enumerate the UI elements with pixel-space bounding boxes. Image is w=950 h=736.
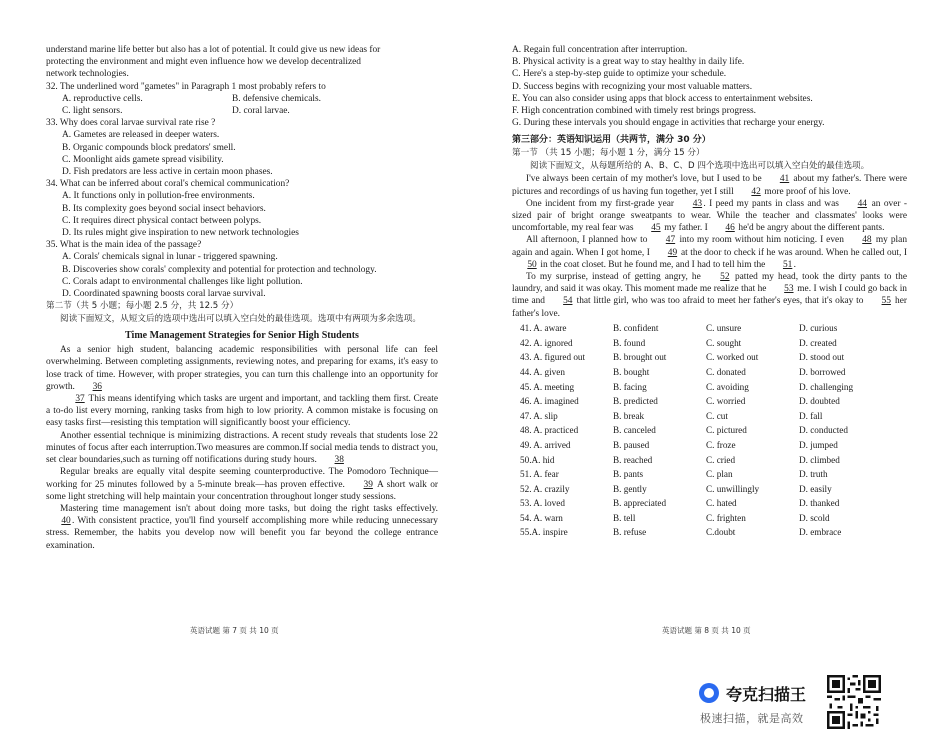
- cloze-text: me. I wish I could go back in time and: [512, 284, 907, 307]
- cloze-text: an over - sized pair of bright orange sweatpants to wear. While the teacher and classmates' looks were uncomfortable, my real fear was: [512, 198, 907, 234]
- question-option: C. Corals adapt to environmental challenges like light pollution.: [62, 276, 303, 287]
- cloze-text: . I peed my pants in class and was: [703, 198, 843, 209]
- cloze-paragraph-3: [512, 234, 907, 271]
- choice-cell: C. worked out: [706, 352, 759, 363]
- option-row: [46, 105, 438, 117]
- question-stem: 32. The underlined word "gametes" in Paragraph 1 most probably refers to: [46, 81, 326, 92]
- cloze-text: in the coat closet. But he found me, and I had to tell him the: [538, 259, 768, 270]
- passage-paragraph-4: Regular breaks are equally vital despite seeming counterproductive. The Pomodoro Technique—working for 25 minutes followed by a 5-minute break—has proven effective. 39 A short walk or some light stretching will help maintain your concentration throughout longer study sessions.: [46, 467, 439, 502]
- choice-cell: 46. A. imagined: [520, 396, 579, 407]
- choice-cell: C. plan: [706, 469, 733, 480]
- choice-cell: D. fall: [799, 410, 823, 421]
- section2-instruction: 阅读下面短文，从短文后的选项中选出可以填入空白处的最佳选项。选项中有两项为多余选项。: [60, 314, 421, 325]
- choice-cell: C. cried: [706, 454, 736, 465]
- section2-heading: 第二节（共 5 小题；每小题 2.5 分，共 12.5 分）: [46, 301, 239, 312]
- blank-52: 52: [720, 272, 730, 283]
- choice-cell: D. borrowed: [799, 366, 846, 377]
- choice-cell: 53. A. loved: [520, 498, 565, 509]
- choice-cell: B. reached: [613, 454, 653, 465]
- blank-39: 39: [363, 479, 373, 490]
- option-item: B. Physical activity is a great way to stay healthy in daily life.: [512, 57, 745, 68]
- cloze-text: at the door to check if he was around. When he called out, I: [678, 247, 907, 258]
- option-item: G. During these intervals you should engage in activities that recharge your energy.: [512, 118, 825, 129]
- passage-paragraph-1: As a senior high student, balancing academic responsibilities with personal life can feel overwhelming. Between completing assignments, reviewing notes, and preparing for exams, it's easy to lose track of time. However, with proper strategies, you can turn this challenge into an opportunity for growth. 36: [46, 345, 438, 392]
- intro-line: network technologies.: [46, 69, 129, 80]
- intro-line: understand marine life better but also has a lot of potential. It could give us new ideas for: [46, 45, 381, 55]
- cloze-paragraph-2: [512, 198, 907, 235]
- option-item: D. Success begins with recognizing your most valuable matters.: [512, 81, 753, 92]
- option-item: F. High concentration combined with timely rest brings progress.: [512, 106, 756, 117]
- choice-cell: B. facing: [613, 381, 647, 392]
- choice-row: [520, 379, 892, 394]
- blank-43: 43: [692, 198, 703, 209]
- choice-cell: 47. A. slip: [520, 410, 558, 421]
- blank-41: 41: [779, 174, 790, 185]
- choice-cell: B. found: [613, 337, 646, 348]
- cloze-text: I've always been certain of my mother's love, but I used to be: [526, 174, 765, 185]
- cloze-text: To my surprise, instead of getting angry, he: [526, 272, 705, 283]
- choice-cell: 51. A. fear: [520, 469, 559, 480]
- blank-42: 42: [751, 186, 761, 197]
- choice-cell: C.doubt: [706, 527, 736, 538]
- choice-cell: 44. A. given: [520, 366, 565, 377]
- blank-50: 50: [527, 259, 537, 270]
- choice-row: [520, 350, 892, 365]
- choice-cell: 42. A. ignored: [520, 337, 573, 348]
- passage-paragraph-5: Mastering time management isn't about doing more tasks, but doing the right tasks effectively. 40. With consistent practice, you'll find yourself accomplishing more while reducing unnecessary stress. Remember, the habits you develop now will benefit you far beyond the college entrance examination.: [46, 503, 438, 551]
- question-option: C. Moonlight aids gamete spread visibility.: [62, 154, 224, 165]
- choice-cell: C. sought: [706, 337, 742, 348]
- choice-cell: 50.A. hid: [520, 454, 555, 465]
- part3-heading: 第三部分：英语知识运用（共两节，满分 30 分）: [512, 135, 711, 146]
- intro-text: [46, 44, 438, 81]
- question-option: D. Coordinated spawning boosts coral larvae survival.: [62, 289, 266, 300]
- choice-cell: B. pants: [613, 469, 644, 480]
- question-option: C. light sensors.: [62, 106, 123, 117]
- choice-cell: C. pictured: [706, 425, 747, 436]
- cloze-choices-table: [520, 321, 892, 540]
- choice-row: [520, 496, 892, 511]
- brand-slogan: 极速扫描，就是高效: [700, 712, 804, 725]
- intro-line: protecting the environment and might even influence how we develop decentralized: [46, 57, 361, 68]
- question-option: C. It requires direct physical contact between polyps.: [62, 215, 262, 226]
- passage-paragraph-3: Another essential technique is minimizing distractions. A recent study reveals that students lose 22 minutes of focus after each interruption.Two measures are common.If social media tends to distract you, set clear boundaries,such as turning off notifications during study hours. 38: [46, 430, 438, 466]
- choice-row: [520, 321, 892, 336]
- choice-cell: 54. A. warn: [520, 512, 563, 523]
- cloze-text: he'd be angry about the different pants.: [736, 223, 885, 234]
- question-option: D. coral larvae.: [232, 106, 290, 117]
- right-page: [512, 44, 907, 540]
- option-row: [46, 93, 438, 105]
- cloze-text: One incident from my first-grade year: [526, 198, 678, 209]
- choice-cell: D. embrace: [799, 527, 842, 538]
- question-stem: 34. What can be inferred about coral's chemical communication?: [46, 179, 290, 190]
- choice-cell: B. bought: [613, 366, 650, 377]
- blank-51: 51: [782, 259, 793, 270]
- question-option: D. Its rules might give inspiration to new network technologies: [62, 228, 299, 239]
- blank-49: 49: [667, 247, 678, 258]
- choice-cell: B. tell: [613, 512, 636, 523]
- choice-row: [520, 452, 892, 467]
- choice-cell: D. doubted: [799, 396, 840, 407]
- option-item: C. Here's a step-by-step guide to optimize your schedule.: [512, 69, 727, 80]
- choice-cell: 48. A. practiced: [520, 425, 579, 436]
- section1-heading: 第一节 （共 15 小题；每小题 1 分，满分 15 分）: [512, 148, 705, 159]
- choice-cell: C. froze: [706, 439, 736, 450]
- cloze-text: .: [793, 259, 796, 270]
- choice-cell: D. truth: [799, 469, 828, 480]
- choice-cell: 49. A. arrived: [520, 439, 571, 450]
- choice-cell: C. unwillingly: [706, 483, 760, 494]
- qr-code-icon: [827, 675, 881, 729]
- question-stem: 35. What is the main idea of the passage?: [46, 240, 202, 251]
- quark-logo-icon: [699, 683, 719, 703]
- blank-44: 44: [857, 198, 867, 209]
- left-page: [46, 44, 438, 552]
- left-page-footer: 英语试题 第 7 页 共 10 页: [190, 626, 279, 635]
- right-page-footer: 英语试题 第 8 页 共 10 页: [662, 626, 751, 635]
- choice-row: [520, 394, 892, 409]
- choice-row: [520, 408, 892, 423]
- cloze-text: about my father's. There were pictures and recordings of us having fun together, yet I still: [512, 174, 907, 197]
- choice-cell: C. cut: [706, 410, 728, 421]
- blank-55: 55: [881, 296, 891, 307]
- choice-row: [520, 467, 892, 482]
- choice-cell: 55.A. inspire: [520, 527, 568, 538]
- blank-36: 36: [92, 381, 102, 392]
- choice-cell: B. brought out: [613, 352, 667, 363]
- choice-cell: D. easily: [799, 483, 832, 494]
- choice-cell: B. appreciated: [613, 498, 667, 509]
- choice-cell: D. curious: [799, 323, 838, 334]
- choice-cell: C. hated: [706, 498, 737, 509]
- choice-row: [520, 365, 892, 380]
- cloze-text: patted my head, took the dirty pants to the laundry, and said it was okay. This moment made me realize that he: [512, 272, 907, 295]
- cloze-text: that little girl, who was too afraid to meet her father's eyes, that it's okay to: [573, 296, 867, 307]
- choice-row: [520, 423, 892, 438]
- cloze-text: All afternoon, I planned how to: [526, 235, 651, 246]
- blank-38: 38: [334, 455, 344, 466]
- scanner-watermark: [699, 679, 899, 729]
- choice-cell: D. thanked: [799, 498, 840, 509]
- choice-cell: B. confident: [613, 323, 659, 334]
- cloze-text: her father's love.: [512, 296, 907, 319]
- choice-row: [520, 481, 892, 496]
- question-option: A. reproductive cells.: [62, 93, 143, 104]
- passage-paragraph-2: 37 This means identifying which tasks are urgent and important, and tackling them first. Create a to-do list every morning, ranking tasks from high to low priority. A common mistake is focusing on easy tasks first—resisting this temptation will significantly boost your efficiency.: [46, 394, 438, 429]
- choice-cell: D. scold: [799, 512, 830, 523]
- blank-45: 45: [651, 223, 661, 234]
- choice-cell: C. donated: [706, 366, 746, 377]
- cloze-paragraph-4: [512, 271, 907, 320]
- choice-cell: D. conducted: [799, 425, 848, 436]
- brand-name: 夸克扫描王: [726, 685, 807, 704]
- cloze-text: my plan again and again. When I got home, I: [512, 235, 908, 258]
- choice-row: [520, 511, 892, 526]
- blank-48: 48: [862, 235, 872, 246]
- seven-choose-five-options: [512, 44, 907, 129]
- choice-cell: C. worried: [706, 396, 746, 407]
- blank-54: 54: [563, 296, 573, 307]
- option-item: E. You can also consider using apps that block access to entertainment websites.: [512, 93, 813, 104]
- section1-instruction: 阅读下面短文，从每题所给的 A、B、C、D 四个选项中选出可以填入空白处的最佳选项。: [530, 161, 870, 172]
- blank-40: 40: [61, 516, 71, 527]
- choice-cell: D. challenging: [799, 381, 854, 392]
- question-option: B. Discoveries show corals' complexity and potential for protection and technology.: [62, 264, 377, 275]
- question-option: B. Organic compounds block predators' smell.: [62, 142, 236, 153]
- choice-cell: 41. A. aware: [520, 323, 567, 334]
- choice-cell: B. predicted: [613, 396, 658, 407]
- question-option: A. Gametes are released in deeper waters.: [62, 130, 220, 141]
- choice-cell: B. refuse: [613, 527, 647, 538]
- question-option: D. Fish predators are less active in certain moon phases.: [62, 167, 273, 178]
- question-list: [46, 81, 438, 301]
- question-stem: 33. Why does coral larvae survival rate rise ?: [46, 118, 216, 129]
- choice-cell: B. gently: [613, 483, 647, 494]
- choice-cell: 52. A. crazily: [520, 483, 570, 494]
- choice-cell: B. canceled: [613, 425, 656, 436]
- choice-cell: C. unsure: [706, 323, 742, 334]
- blank-37: 37: [75, 394, 85, 405]
- choice-cell: B. paused: [613, 439, 650, 450]
- choice-row: [520, 438, 892, 453]
- cloze-paragraph-1: [512, 173, 907, 197]
- choice-cell: 45. A. meeting: [520, 381, 575, 392]
- blank-53: 53: [784, 284, 794, 295]
- choice-cell: D. created: [799, 337, 837, 348]
- choice-cell: D. stood out: [799, 352, 845, 363]
- option-item: A. Regain full concentration after interruption.: [512, 45, 688, 55]
- cloze-text: more proof of his love.: [762, 186, 851, 197]
- choice-cell: D. climbed: [799, 454, 840, 465]
- question-option: A. Corals' chemicals signal in lunar - triggered spawning.: [62, 252, 278, 263]
- question-option: B. defensive chemicals.: [232, 93, 322, 104]
- choice-row: [520, 335, 892, 350]
- choice-cell: D. jumped: [799, 439, 838, 450]
- cloze-text: into my room without him noticing. I even: [676, 235, 847, 246]
- cloze-text: my father. I: [661, 223, 711, 234]
- question-option: B. Its complexity goes beyond social insect behaviors.: [62, 203, 266, 214]
- choice-row: [520, 525, 892, 540]
- choice-cell: 43. A. figured out: [520, 352, 586, 363]
- choice-cell: B. break: [613, 410, 645, 421]
- blank-46: 46: [725, 223, 735, 234]
- question-option: A. It functions only in pollution-free environments.: [62, 191, 255, 202]
- choice-cell: C. avoiding: [706, 381, 749, 392]
- blank-47: 47: [665, 235, 676, 246]
- passage-title: Time Management Strategies for Senior High Students: [125, 330, 359, 342]
- choice-cell: C. frighten: [706, 512, 746, 523]
